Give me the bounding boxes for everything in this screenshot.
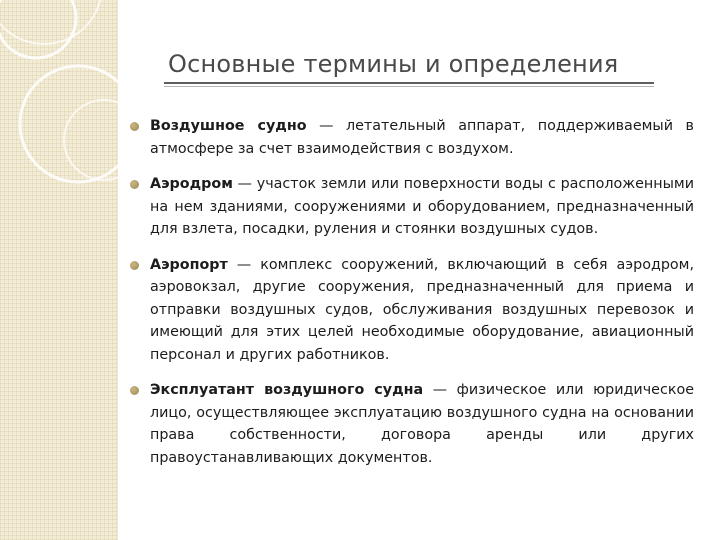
term-item <box>128 115 694 160</box>
term-item <box>128 173 694 241</box>
term-dash: — <box>306 118 346 134</box>
terms-list <box>128 115 694 482</box>
term-name: Аэродром <box>150 176 233 192</box>
term-definition: участок земли или поверхности воды с расположенными на нем зданиями, сооружениями и оборудованием, предназначенный для взлета, посадки, руления и стоянки воздушных судов. <box>150 176 694 237</box>
bullet-icon <box>130 122 139 131</box>
term-name: Аэропорт <box>150 256 228 273</box>
decorative-circles <box>0 0 118 540</box>
term-name: Воздушное судно <box>150 118 307 134</box>
term-dash: — <box>227 256 261 273</box>
decorative-side-panel <box>0 0 118 540</box>
term-item <box>128 379 694 469</box>
term-definition: физическое или юридическое лицо, осуществляющее эксплуатацию воздушного судна на основании права собственности, договора аренды или других правоустанавливающих документов. <box>150 382 695 466</box>
bullet-icon <box>130 180 139 189</box>
term-definition: летательный аппарат, поддерживаемый в атмосфере за счет взаимодействия с воздухом. <box>150 118 694 157</box>
title-underline-thin <box>164 86 654 87</box>
bullet-icon <box>130 386 139 395</box>
slide-title: Основные термины и определения <box>168 50 619 78</box>
bullet-icon <box>130 261 139 270</box>
term-name: Эксплуатант воздушного судна <box>150 382 424 398</box>
term-definition: комплекс сооружений, включающий в себя аэродром, аэровокзал, другие сооружения, предназначенный для приема и отправки воздушных судов, обслуживания воздушных перевозок и имеющий для этих целей необходимые оборудование, авиационный персонал и других работников. <box>150 256 695 363</box>
term-dash: — <box>232 176 257 192</box>
term-item <box>128 254 694 367</box>
term-dash: — <box>423 382 457 398</box>
title-underline <box>164 82 654 84</box>
